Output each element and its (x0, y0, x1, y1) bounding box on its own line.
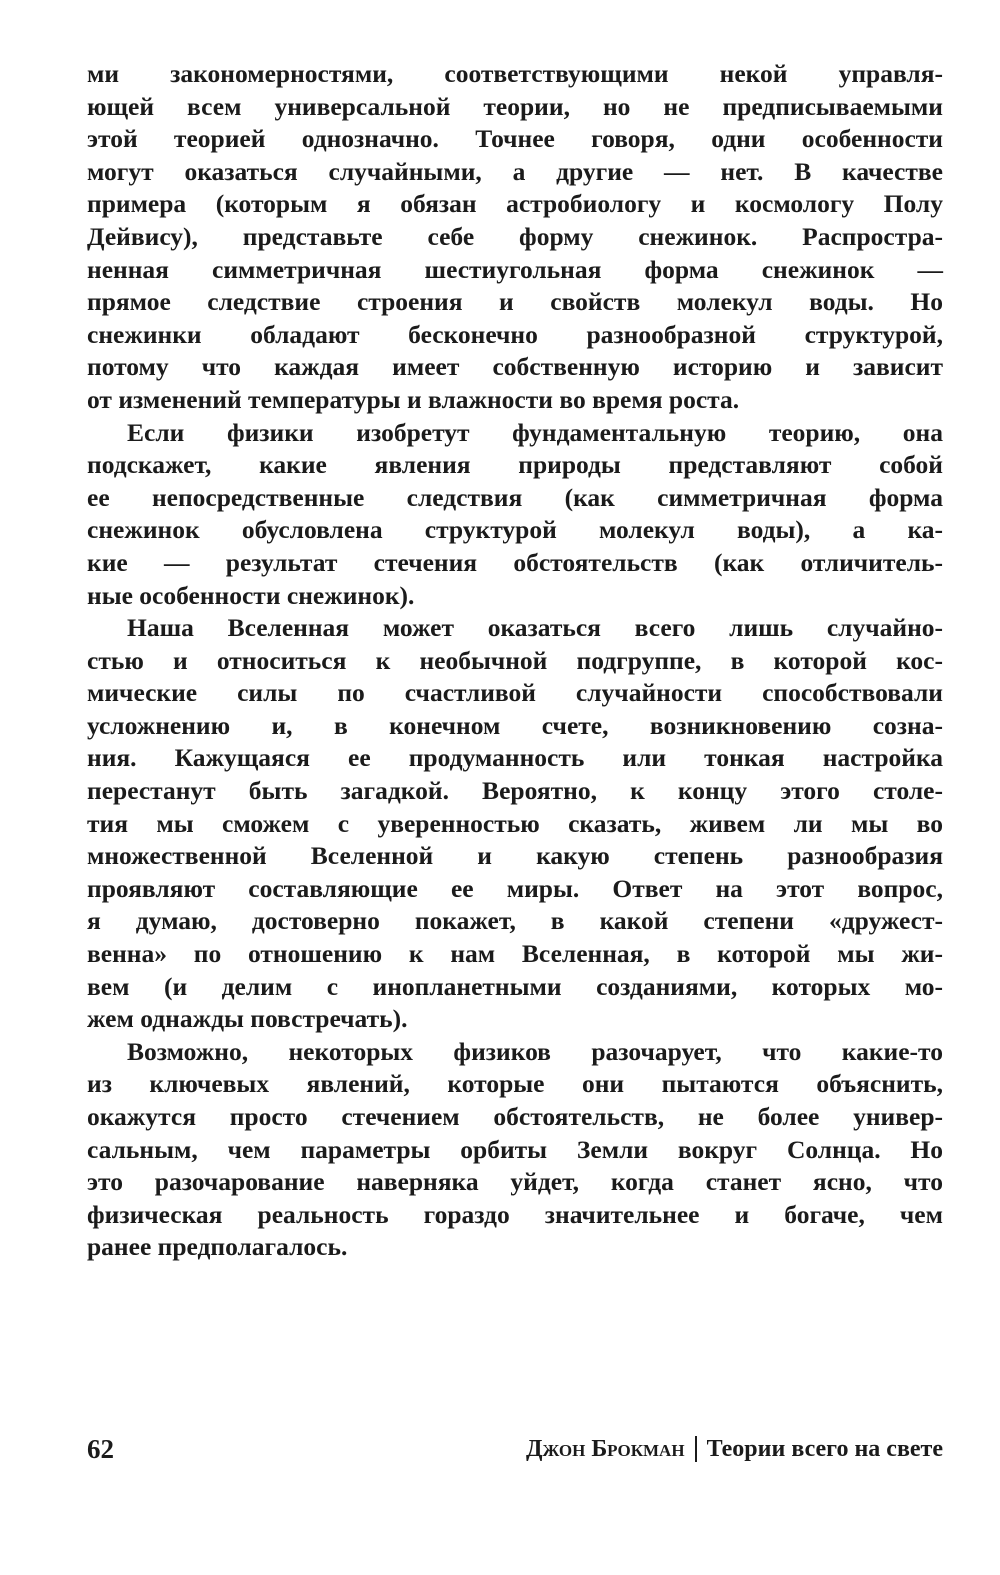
running-head-title: Теории всего на свете (706, 1436, 943, 1462)
text-line: стью и относиться к необычной подгруппе, в которой кос- (87, 645, 943, 675)
paragraph (87, 1036, 943, 1264)
text-line: ми закономерностями, соответствующими некой управля- (87, 59, 943, 88)
running-head-author: Джон Брокман (525, 1436, 685, 1462)
text-line: вем (и делим с инопланетными созданиями, которых мо- (87, 971, 943, 1001)
text-line: снежинки обладают бесконечно разнообразной структурой, (87, 319, 943, 349)
text-line: окажутся просто стечением обстоятельств, не более универ- (87, 1102, 943, 1131)
text-line: могут оказаться случайными, а другие — нет. В качестве (87, 156, 943, 186)
running-head (526, 1432, 943, 1466)
text-line: ния. Кажущаяся ее продуманность или тонкая настройка (87, 743, 943, 773)
text-line: перестанут быть загадкой. Вероятно, к концу этого столе- (87, 776, 943, 806)
text-line: примера (которым я обязан астробиологу и космологу Полу (87, 189, 943, 219)
paragraph (87, 612, 943, 1036)
text-line: сальным, чем параметры орбиты Земли вокруг Солнца. Но (87, 1134, 943, 1164)
text-line: венна» по отношению к нам Вселенная, в которой мы жи- (87, 939, 943, 969)
paragraph (87, 417, 943, 613)
text-line: ющей всем универсальной теории, но не предписываемыми (87, 91, 943, 121)
text-line: подскажет, какие явления природы представляют собой (87, 450, 943, 480)
text-line: это разочарование наверняка уйдет, когда станет ясно, что (87, 1167, 943, 1197)
text-line: усложнению и, в конечном счете, возникновению созна- (87, 710, 943, 740)
text-line: Наша Вселенная может оказаться всего лишь случайно- (127, 613, 943, 643)
text-line: Дейвису), представьте себе форму снежинок. Распростра- (87, 221, 943, 251)
text-line: кие — результат стечения обстоятельств (как отличитель- (87, 547, 943, 577)
text-line: этой теорией однозначно. Точнее говоря, одни особенности (87, 124, 943, 154)
text-line: ее непосредственные следствия (как симметричная форма (87, 482, 943, 512)
text-line: снежинок обусловлена структурой молекул воды), а ка- (87, 515, 943, 545)
text-line: ненная симметричная шестиугольная форма снежинок — (87, 254, 943, 284)
text-line: прямое следствие строения и свойств молекул воды. Но (87, 287, 943, 317)
text-line: я думаю, достоверно покажет, в какой степени «дружест- (87, 906, 943, 936)
running-head-separator (695, 1436, 697, 1462)
text-line: физическая реальность гораздо значительнее и богаче, чем (87, 1199, 943, 1229)
text-line: из ключевых явлений, которые они пытаются объяснить, (87, 1069, 943, 1099)
body-text (87, 58, 943, 1264)
text-line: от изменений температуры и влажности во время роста. (87, 384, 740, 414)
text-line: ранее предполагалось. (87, 1232, 348, 1262)
text-line: проявляют составляющие ее миры. Ответ на этот вопрос, (87, 873, 943, 903)
text-line: ные особенности снежинок). (87, 580, 415, 610)
text-line: Если физики изобретут фундаментальную теорию, она (127, 417, 943, 447)
text-line: потому что каждая имеет собственную историю и зависит (87, 352, 943, 382)
text-line: Возможно, некоторых физиков разочарует, что какие-то (127, 1036, 943, 1066)
text-line: жем однажды повстречать). (87, 1004, 408, 1034)
text-line: тия мы сможем с уверенностью сказать, живем ли мы во (87, 808, 943, 838)
text-line: мические силы по счастливой случайности способствовали (87, 678, 943, 708)
text-line: множественной Вселенной и какую степень разнообразия (87, 841, 943, 871)
page-number: 62 (87, 1434, 114, 1464)
paragraph (87, 58, 943, 417)
page-footer (87, 1432, 943, 1466)
